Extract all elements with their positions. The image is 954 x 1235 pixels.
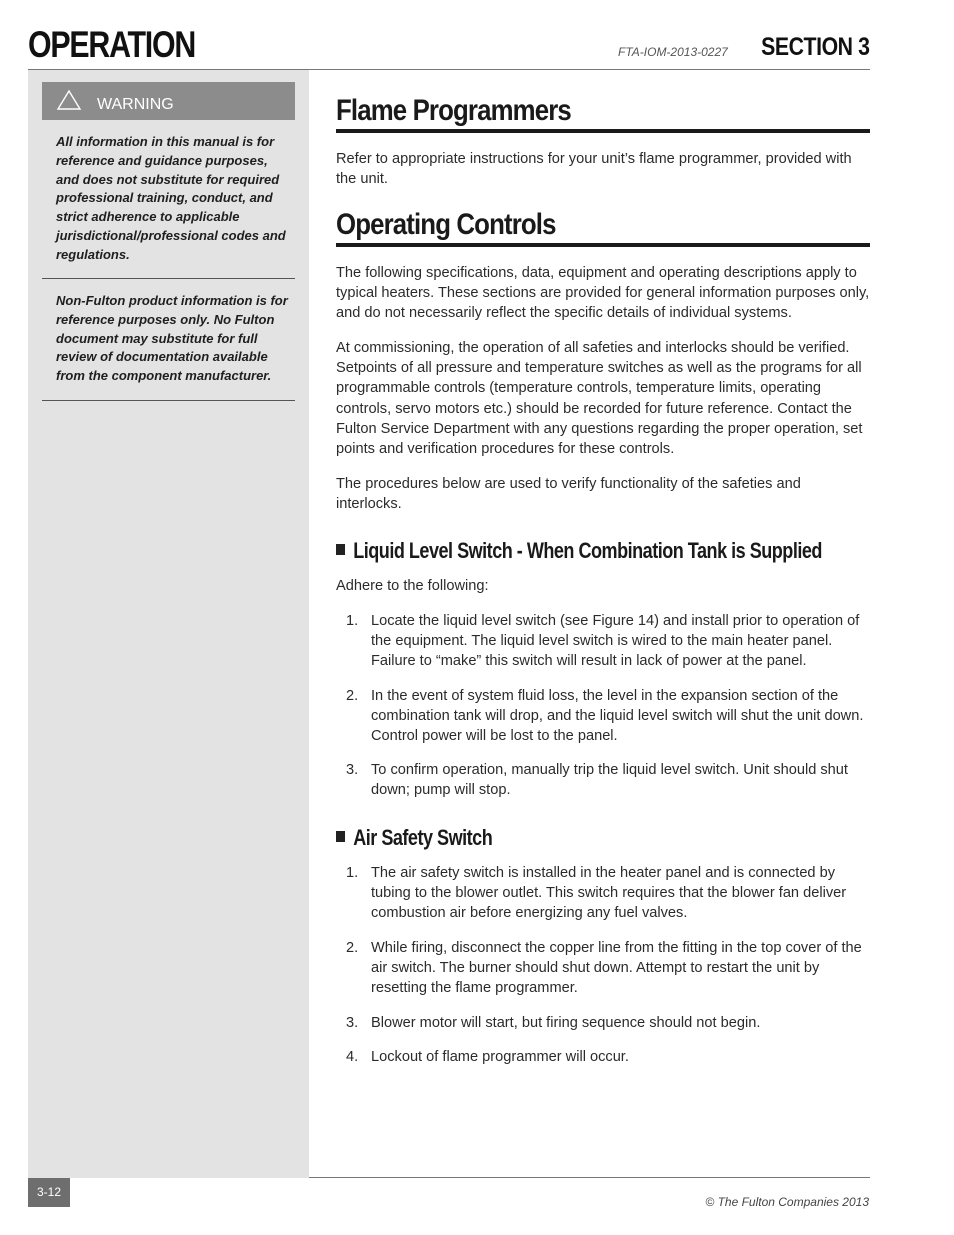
footer-divider: [309, 1177, 870, 1178]
list-number: 2.: [346, 940, 359, 956]
heading-operating-controls: Operating Controls: [336, 208, 556, 241]
bullet-square-icon: [336, 831, 345, 842]
list-number: 2.: [346, 688, 359, 704]
section-label: SECTION 3: [760, 33, 869, 61]
operating-controls-paragraph-3: The procedures below are used to verify functionality of the safeties and interlocks.: [336, 476, 801, 513]
warning-triangle-icon: [56, 89, 82, 116]
document-number: FTA-IOM-2013-0227: [618, 45, 728, 59]
warning-banner: [42, 82, 295, 120]
list-text: To confirm operation, manually trip the liquid level switch. Unit should shut down; pump will stop.: [371, 762, 848, 799]
list-number: 1.: [346, 613, 359, 629]
liquid-level-intro: Adhere to the following:: [336, 578, 489, 594]
heading-liquid-level-switch: [336, 538, 828, 564]
list-text: While firing, disconnect the copper line from the fitting in the top cover of the air switch. The burner should shut down. Attempt to restart the unit by resetting the flame programmer.: [371, 940, 862, 997]
heading-underline: [336, 243, 870, 247]
page-header-title: OPERATION: [28, 24, 196, 65]
heading-flame-programmers: Flame Programmers: [336, 94, 571, 127]
heading-text: Liquid Level Switch - When Combination Tank is Supplied: [353, 538, 822, 563]
page-number: 3-12: [28, 1178, 70, 1207]
list-number: 4.: [346, 1049, 359, 1065]
warning-label: WARNING: [97, 96, 174, 113]
operating-controls-paragraph-1: The following specifications, data, equipment and operating descriptions apply to typical heaters. These sections are provided for general information purposes only, and do not necessarily reflect the specific details of individual systems.: [336, 265, 870, 322]
heading-air-safety-switch: [336, 825, 828, 851]
copyright-notice: © The Fulton Companies 2013: [705, 1195, 869, 1209]
warning-note-non-fulton: Non-Fulton product information is for reference purposes only. No Fulton document may substitute for full review of documentation available from the component manufacturer.: [56, 293, 288, 384]
list-text: Lockout of flame programmer will occur.: [371, 1049, 629, 1065]
bullet-square-icon: [336, 544, 345, 555]
flame-programmers-text: Refer to appropriate instructions for your unit’s flame programmer, provided with the unit.: [336, 151, 852, 188]
heading-text: Air Safety Switch: [353, 825, 493, 850]
sidebar-divider: [42, 278, 295, 279]
warning-note-general: All information in this manual is for reference and guidance purposes, and does not substitute for required professional training, conduct, and strict adherence to applicable jurisdictional/professional codes and regulations.: [56, 134, 286, 262]
list-text: The air safety switch is installed in the heater panel and is connected by tubing to the blower outlet. This switch requires that the blower fan deliver combustion air before energizing any fuel valves.: [371, 865, 847, 922]
list-number: 1.: [346, 865, 359, 881]
list-text: Blower motor will start, but firing sequence should not begin.: [371, 1015, 761, 1031]
list-number: 3.: [346, 762, 359, 778]
list-text: Locate the liquid level switch (see Figure 14) and install prior to operation of the equipment. The liquid level switch is wired to the main heater panel. Failure to “make” this switch will result in lack of power at the panel.: [371, 613, 860, 670]
sidebar-divider: [42, 400, 295, 401]
list-number: 3.: [346, 1015, 359, 1031]
operating-controls-paragraph-2: At commissioning, the operation of all safeties and interlocks should be verified. Setpoints of all pressure and temperature switches as well as the programs for all programmable controls (temperature controls, temperature limits, operating controls, servo motors etc.) should be recorded for future reference. Contact the Fulton Service Department with any questions regarding the proper operation, set points and verification procedures for these controls.: [336, 340, 863, 458]
heading-underline: [336, 129, 870, 133]
list-text: In the event of system fluid loss, the level in the expansion section of the combination tank will drop, and the liquid level switch will shut the unit down. Control power will be lost to the panel.: [371, 688, 864, 745]
